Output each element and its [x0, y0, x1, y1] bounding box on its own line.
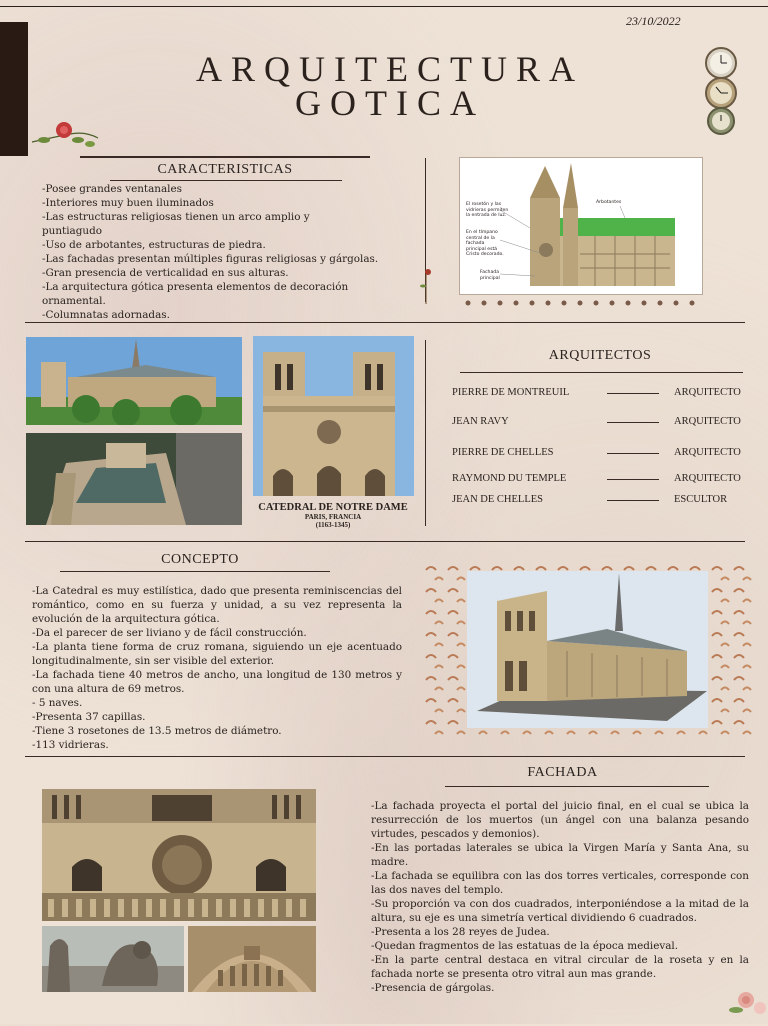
notre-dame-3d-model — [467, 571, 708, 728]
list-item: -Columnatas adornadas. — [42, 309, 170, 321]
paragraph: -113 vidrieras. — [32, 739, 109, 751]
fachada-text — [371, 799, 749, 995]
architect-row — [452, 494, 752, 508]
paragraph: -En la parte central destaca en vitral circular de la roseta y en la fachada norte se presenta otro vitral aun mas grande. — [371, 954, 749, 980]
paragraph: -La fachada proyecta el portal del juicio final, en el cual se ubica la resurrección de los muertos (un ángel con una balanza pesando virtudes, pescados y demonios). — [371, 800, 749, 840]
caracteristicas-top-rule — [80, 156, 370, 158]
paragraph: -Su proporción va con dos cuadrados, interponiéndose a la mitad de la altura, su eje es una simetría vertical dividiendo 6 cuadrados. — [371, 898, 749, 924]
architect-row — [452, 473, 752, 487]
architect-role: ESCULTOR — [674, 494, 728, 505]
facade-detail-photo — [42, 789, 316, 921]
list-item: -La arquitectura gótica presenta elementos de decoración — [42, 281, 349, 293]
concepto-heading: CONCEPTO — [161, 552, 239, 567]
paragraph: -Presenta a los 28 reyes de Judea. — [371, 926, 550, 938]
concepto-text — [32, 584, 402, 752]
architect-role: ARQUITECTO — [674, 447, 741, 458]
divider-vertical-2 — [425, 340, 426, 526]
cathedral-diagram-image — [459, 157, 703, 295]
paragraph: -La fachada tiene 40 metros de ancho, una longitud de 130 metros y con una altura de 69 metros. — [32, 669, 402, 695]
left-tab — [0, 22, 28, 156]
architect-row — [452, 387, 752, 401]
architect-role: ARQUITECTO — [674, 416, 741, 427]
list-item: -Las fachadas presentan múltiples figuras religiosas y gárgolas. — [42, 253, 379, 265]
tympanum-photo — [188, 926, 316, 992]
paragraph: -La planta tiene forma de cruz romana, siguiendo un eje acentuado longitudinalmente, sin ser visible del exterior. — [32, 641, 402, 667]
row-dash — [607, 422, 659, 423]
notre-dame-side-photo — [26, 337, 242, 425]
row-dash — [607, 453, 659, 454]
clock-icons — [702, 46, 740, 136]
paragraph: -La fachada se equilibra con las dos torres verticales, corresponde con las dos naves del templo. — [371, 870, 749, 896]
dots-ornament — [460, 292, 700, 300]
list-item: -Interiores muy buen iluminados — [42, 197, 214, 209]
architect-role: ARQUITECTO — [674, 473, 741, 484]
rose-decoration — [30, 118, 100, 154]
row-dash — [607, 393, 659, 394]
architect-name: JEAN RAVY — [452, 416, 509, 427]
fachada-heading: FACHADA — [527, 765, 598, 780]
title-line-1: ARQUITECTURA — [196, 49, 584, 89]
architect-name: PIERRE DE CHELLES — [452, 447, 554, 458]
fachada-under-rule — [445, 786, 709, 787]
arquitectos-heading: ARQUITECTOS — [548, 348, 652, 363]
title-line-2: GOTICA — [295, 83, 485, 123]
list-item: -Posee grandes ventanales — [42, 183, 182, 195]
diagram-label: El rosetón y las vidrieras permiten la entrada de luz. — [466, 202, 509, 218]
list-item: -Las estructuras religiosas tienen un arco amplio y — [42, 211, 310, 223]
row-dash — [607, 479, 659, 480]
diagram-label: Fachada principal — [480, 270, 500, 281]
notre-dame-place: PARIS, FRANCIA — [304, 513, 362, 521]
row-dash — [607, 500, 659, 501]
section-rule-1 — [25, 322, 745, 323]
top-border — [0, 6, 768, 7]
list-item: -Uso de arbotantes, estructuras de piedra. — [42, 239, 266, 251]
architect-name: RAYMOND DU TEMPLE — [452, 473, 567, 484]
flower-sprig — [418, 266, 434, 306]
section-rule-3 — [25, 756, 745, 757]
arquitectos-under-rule — [460, 372, 743, 373]
notre-dame-facade-photo — [253, 336, 414, 496]
architect-row — [452, 447, 752, 461]
diagram-label: En el tímpano central de la fachada principal está Cristo decorado. — [466, 230, 504, 257]
architect-name: JEAN DE CHELLES — [452, 494, 543, 505]
paragraph: -En las portadas laterales se ubica la Virgen María y Santa Ana, su madre. — [371, 842, 749, 868]
caracteristicas-under-rule — [110, 180, 342, 181]
clock-icon — [706, 48, 736, 78]
concepto-under-rule — [60, 571, 330, 572]
architect-row — [452, 416, 752, 430]
paragraph: -Da el parecer de ser liviano y de fácil construcción. — [32, 627, 307, 639]
paragraph: - 5 naves. — [32, 697, 83, 709]
clock-icon — [708, 108, 734, 134]
paragraph: -La Catedral es muy estilística, dado que presenta reminiscencias del romántico, como en su fuerza y unidad, a su vez representa la evolución de la arquitectura gótica. — [32, 585, 402, 625]
diagram-label: Arbotantes — [596, 200, 622, 205]
section-rule-2 — [25, 541, 745, 542]
caracteristicas-heading: CARACTERISTICAS — [157, 162, 293, 177]
paragraph: -Presenta 37 capillas. — [32, 711, 146, 723]
list-item: -Gran presencia de verticalidad en sus alturas. — [42, 267, 289, 279]
rose-decoration-bottom — [726, 984, 768, 1022]
list-item: ornamental. — [42, 295, 106, 307]
architect-role: ARQUITECTO — [674, 387, 741, 398]
paragraph: -Presencia de gárgolas. — [371, 982, 495, 994]
list-item: puntiagudo — [42, 225, 102, 237]
notre-dame-aerial-photo — [26, 433, 242, 525]
date-text: 23/10/2022 — [626, 14, 681, 28]
clock-icon — [706, 78, 736, 108]
paragraph: -Tiene 3 rosetones de 13.5 metros de diámetro. — [32, 725, 282, 737]
page-title — [140, 49, 640, 123]
architect-name: PIERRE DE MONTREUIL — [452, 387, 570, 398]
caracteristicas-list — [42, 182, 427, 322]
notre-dame-years: (1163-1345) — [315, 521, 351, 529]
notre-dame-caption — [242, 502, 424, 529]
gargoyles-photo — [42, 926, 184, 992]
paragraph: -Quedan fragmentos de las estatuas de la época medieval. — [371, 940, 679, 952]
notre-dame-name: CATEDRAL DE NOTRE DAME — [258, 502, 408, 513]
